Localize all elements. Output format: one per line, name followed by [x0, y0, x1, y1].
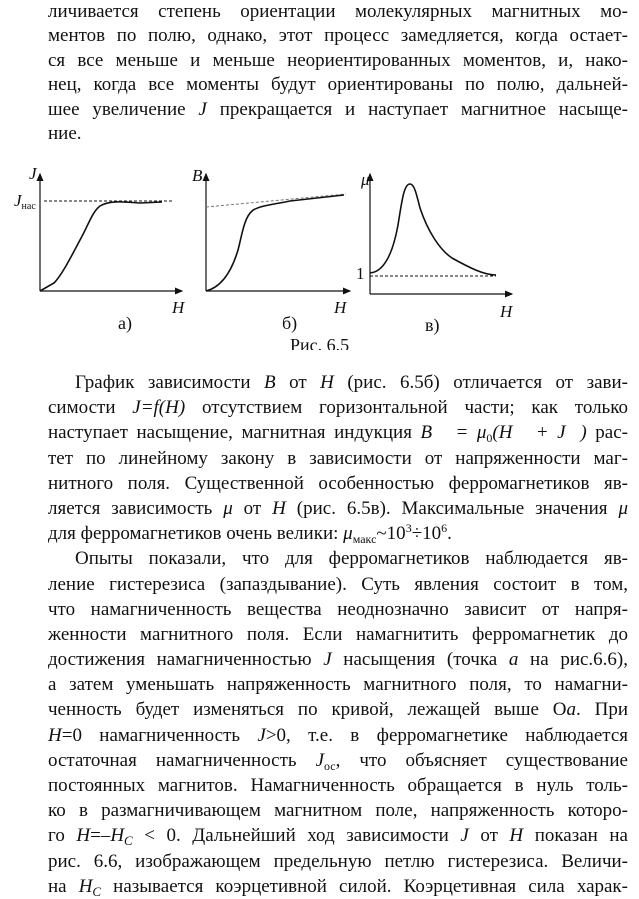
- text-line: [48, 823, 628, 848]
- text-run: отсутствием горизонтальной части; как только: [185, 397, 628, 419]
- text-run: нец, когда все моменты будут ориентированы по полю, дальней-: [48, 74, 628, 96]
- math-text: (H⃗ + J⃗): [492, 422, 587, 444]
- text-run: симости: [48, 397, 133, 419]
- text-run: ляется зависимость: [48, 497, 224, 519]
- text-run: наступает насыщение, магнитная индукция: [48, 422, 421, 444]
- text-line: [48, 773, 628, 798]
- text-run: >0, т.е. в ферромагнетике наблюдается: [265, 724, 628, 746]
- text-line: [48, 49, 628, 73]
- math-text: a: [508, 649, 519, 671]
- text-line: [48, 521, 628, 546]
- text-run: ченность будет изменяться по кривой, лежащей выше О: [48, 699, 567, 721]
- math-text: J=f(H): [132, 397, 186, 419]
- x-axis-label: H: [334, 298, 347, 317]
- figure-caption: Рис. 6.5: [290, 335, 350, 350]
- math-text: μ: [223, 497, 233, 519]
- text-run: называется коэрцетивной силой. Коэрцетивная сила харак-: [101, 875, 628, 897]
- text-line: [48, 723, 628, 748]
- math-text: J: [323, 649, 332, 671]
- math-text: J: [257, 724, 266, 746]
- text-line: [48, 0, 628, 24]
- x-axis-label: H: [172, 298, 185, 317]
- text-run: нитного поля. Существенной особенностью ферромагнетиков яв-: [48, 472, 628, 494]
- text-line: [48, 496, 628, 521]
- text-run: остаточная намагниченность: [48, 749, 316, 771]
- y-axis-label: μ: [361, 170, 370, 189]
- math-text: μ: [343, 523, 353, 545]
- text-run: рас-: [586, 422, 628, 444]
- magnetization-curve: [40, 202, 162, 291]
- text-run: показан на: [523, 825, 628, 847]
- asymptote-line: [206, 194, 346, 207]
- text-line: [48, 748, 628, 773]
- text-line: [48, 446, 628, 471]
- text-run: (рис. 6.5б) отличается от зави-: [333, 372, 628, 393]
- text-line: [48, 420, 628, 445]
- top-paragraph: [48, 0, 628, 146]
- math-text: a: [566, 699, 576, 721]
- math-text: H: [48, 724, 62, 746]
- text-run: личивается степень ориентации молекулярных магнитных мо-: [48, 1, 628, 22]
- y-axis-label: B: [192, 166, 203, 185]
- text-line: [48, 572, 628, 597]
- text-run: ление гистерезиса (запаздывание). Суть явления состоит в том,: [48, 573, 628, 595]
- math-text: C: [124, 833, 133, 849]
- math-text: H: [272, 497, 286, 519]
- text-run: (рис. 6.5в). Максимальные значения: [285, 497, 619, 519]
- text-run: что намагниченность вещества неоднозначно зависит от напря-: [48, 598, 628, 620]
- text-run: ко в размагничивающем магнитном поле, напряженность которо-: [48, 800, 628, 822]
- text-run: от: [275, 372, 321, 393]
- math-text: ос: [324, 758, 336, 773]
- math-text: B: [263, 372, 276, 393]
- text-line: [48, 24, 628, 48]
- y-axis-label: J: [29, 164, 37, 183]
- text-line: [48, 697, 628, 722]
- text-line: [48, 597, 628, 622]
- text-run: на рис.6.6),: [518, 649, 628, 671]
- text-line: [48, 849, 628, 874]
- text-run: постоянных магнитов. Намагниченность обращается в нуль толь-: [48, 775, 628, 796]
- induction-curve: [206, 195, 344, 291]
- text-run: < 0. Дальнейший ход зависимости: [132, 825, 461, 847]
- text-run: от: [232, 497, 273, 519]
- text-run: рис. 6.6, изображающем предельную петлю гистерезиса. Величи-: [48, 850, 628, 872]
- saturation-label: Jнас: [14, 191, 36, 212]
- text-line: [48, 874, 628, 899]
- text-run: . При: [575, 699, 629, 721]
- text-run: ~10: [376, 523, 406, 545]
- text-line: [48, 370, 628, 395]
- text-run: ментов по полю, однако, этот процесс замедляется, когда остает-: [48, 25, 628, 47]
- text-line: [48, 122, 628, 146]
- text-run: го: [48, 825, 77, 847]
- text-run: Опыты показали, что для ферромагнетиков наблюдается яв-: [75, 548, 628, 570]
- text-run: ние.: [48, 122, 82, 144]
- text-run: шее увеличение: [48, 98, 199, 120]
- math-text: H: [509, 825, 524, 847]
- x-axis-label: H: [500, 302, 513, 321]
- panel-label: в): [425, 315, 440, 335]
- text-run: =0 намагниченность: [61, 724, 258, 746]
- text-line: [48, 546, 628, 571]
- text-line: [48, 395, 628, 420]
- panel-c: [356, 170, 514, 336]
- panel-label: а): [118, 313, 132, 333]
- math-text: 6: [441, 521, 448, 536]
- permeability-curve: [370, 184, 496, 275]
- math-text: B⃗ = μ: [420, 422, 487, 444]
- math-text: H: [110, 825, 125, 847]
- text-line: [48, 647, 628, 672]
- figure-6-5: [0, 150, 639, 350]
- text-run: от: [468, 825, 510, 847]
- text-line: [48, 622, 628, 647]
- math-text: 0: [486, 431, 493, 446]
- text-run: ÷10: [411, 523, 442, 545]
- text-run: достижения намагниченностью: [48, 649, 324, 671]
- text-line: [48, 672, 628, 697]
- math-text: H: [78, 875, 93, 897]
- text-run: тет по линейному закону в зависимости от напряженности маг-: [48, 447, 628, 469]
- body-text: [48, 370, 628, 899]
- text-run: насыщения (точка: [331, 649, 509, 671]
- math-text: H: [76, 825, 91, 847]
- text-run: .: [447, 523, 452, 545]
- panel-label: б): [282, 313, 298, 333]
- math-text: H: [320, 372, 334, 393]
- text-run: ся все меньше и меньше неориентированных моментов, и, нако-: [48, 49, 628, 71]
- text-run: , что объясняет существование: [335, 749, 628, 771]
- text-run: =–: [90, 825, 111, 847]
- text-run: женности магнитного поля. Если намагнитить ферромагнетик до: [48, 623, 628, 645]
- math-text: C: [92, 883, 102, 899]
- text-run: на: [48, 875, 79, 897]
- text-run: прекращается и наступает магнитное насыще-: [206, 98, 628, 120]
- panel-b: [192, 166, 350, 334]
- math-text: макс: [352, 532, 377, 547]
- text-line: [48, 98, 628, 122]
- math-text: μ: [618, 497, 628, 519]
- panel-a: [14, 164, 186, 334]
- unity-label: 1: [356, 264, 365, 283]
- text-line: [48, 798, 628, 823]
- math-text: J: [198, 98, 207, 120]
- math-text: J: [460, 825, 469, 847]
- text-line: [48, 471, 628, 496]
- math-text: J: [315, 749, 324, 771]
- math-text: 3: [405, 521, 412, 536]
- text-run: График зависимости: [75, 372, 264, 393]
- text-line: [48, 73, 628, 97]
- text-run: а затем уменьшать напряженность магнитного поля, то намагни-: [48, 674, 628, 696]
- text-run: для ферромагнетиков очень велики:: [48, 523, 344, 545]
